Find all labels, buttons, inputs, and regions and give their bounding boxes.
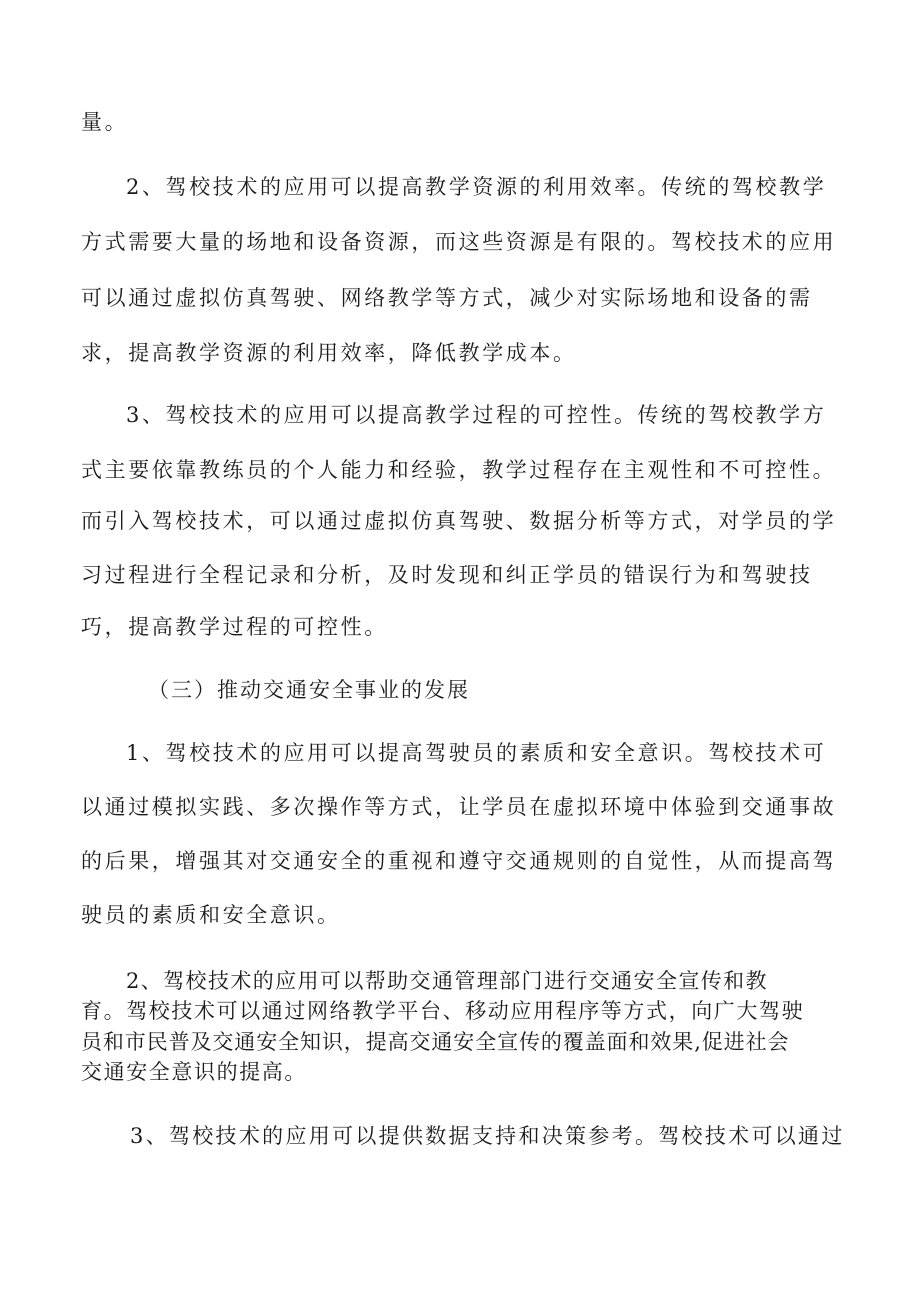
paragraph-line: 1、驾校技术的应用可以提高驾驶员的素质和安全意识。驾校技术可 (126, 741, 827, 765)
paragraph-line: 3、驾校技术的应用可以提高教学过程的可控性。传统的驾校教学方 (126, 403, 827, 427)
paragraph-line: 育。驾校技术可以通过网络教学平台、移动应用程序等方式，向广大驾驶 (81, 999, 805, 1023)
paragraph-line: 2、驾校技术的应用可以提高教学资源的利用效率。传统的驾校教学 (126, 175, 827, 199)
paragraph-line: 量。 (81, 110, 129, 134)
paragraph-line: 巧，提高教学过程的可控性。 (81, 615, 388, 639)
paragraph-line: 而引入驾校技术，可以通过虚拟仿真驾驶、数据分析等方式，对学员的学 (81, 509, 837, 533)
paragraph-line: 驶员的素质和安全意识。 (81, 903, 341, 927)
paragraph-line: 式主要依靠教练员的个人能力和经验，教学过程存在主观性和不可控性。 (81, 458, 837, 482)
paragraph-line: 的后果，增强其对交通安全的重视和遵守交通规则的自觉性，从而提高驾 (81, 849, 837, 873)
paragraph-line: 以通过模拟实践、多次操作等方式，让学员在虚拟环境中体验到交通事故 (81, 795, 837, 819)
paragraph-line: 员和市民普及交通安全知识，提高交通安全宣传的覆盖面和效果,促进社会 (81, 1030, 790, 1054)
paragraph-line: 方式需要大量的场地和设备资源，而这些资源是有限的。驾校技术的应用 (81, 230, 837, 254)
paragraph-line: 2、驾校技术的应用可以帮助交通管理部门进行交通安全宣传和教 (126, 969, 768, 993)
paragraph-line: 求，提高教学资源的利用效率，降低教学成本。 (81, 341, 577, 365)
paragraph-line: 3、驾校技术的应用可以提供数据支持和决策参考。驾校技术可以通过 (130, 1124, 845, 1148)
paragraph-line: 交通安全意识的提高。 (81, 1060, 307, 1084)
section-heading: （三）推动交通安全事业的发展 (148, 678, 470, 702)
paragraph-line: 可以通过虚拟仿真驾驶、网络教学等方式，减少对实际场地和设备的需 (81, 286, 813, 310)
paragraph-line: 习过程进行全程记录和分析，及时发现和纠正学员的错误行为和驾驶技 (81, 563, 813, 587)
